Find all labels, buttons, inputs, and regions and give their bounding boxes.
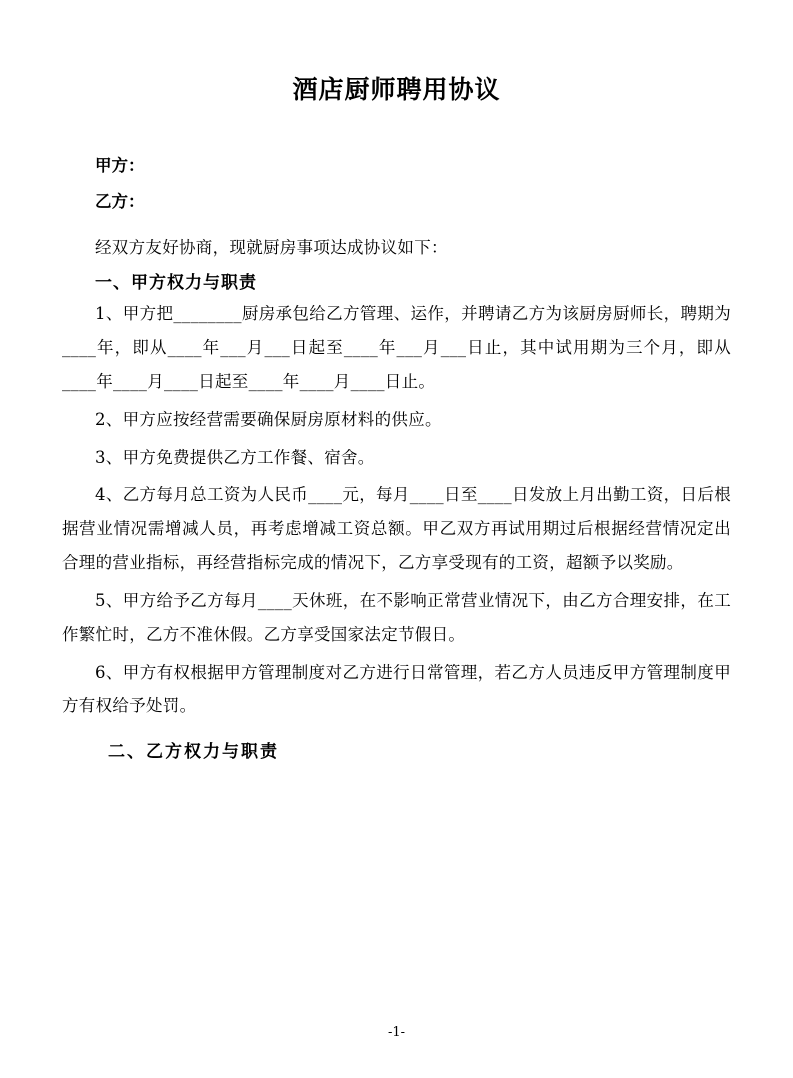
preamble-text: 经双方友好协商，现就厨房事项达成协议如下： xyxy=(95,237,448,257)
page-number: -1- xyxy=(387,1025,406,1040)
clause-1-4: 4、乙方每月总工资为人民币____元，每月____日至____日发放上月出勤工资，日后根据营业情况需增减人员，再考虑增减工资总额。甲乙双方再试用期过后根据经营情况定出合理的营业指标，再经营指标完成的情况下，乙方享受现有的工资，超额予以奖励。 xyxy=(62,485,731,573)
party-a-line: 甲方： xyxy=(95,156,145,175)
party-b-line: 乙方： xyxy=(95,192,145,212)
spacer xyxy=(62,221,731,231)
clause-1-2: 2、甲方应按经营需要确保厨房原材料的供应。 xyxy=(95,409,442,429)
section-heading-1: 一、甲方权力与职责 xyxy=(95,273,257,294)
page-title: 酒店厨师聘用协议 xyxy=(292,75,501,104)
clause-1-1: 1、甲方把________厨房承包给乙方管理、运作，并聘请乙方为该厨房厨师长，聘期为____年，即从____年___月___日起至____年___月___日止，其中试用期为三个月，即从____年____月____日起至____年____月____日止。 xyxy=(62,304,731,392)
clause-1-3: 3、甲方免费提供乙方工作餐、宿舍。 xyxy=(95,447,375,467)
clause-1-5: 5、甲方给予乙方每月____天休班，在不影响正常营业情况下，由乙方合理安排，在工作繁忙时，乙方不准休假。乙方享受国家法定节假日。 xyxy=(62,590,731,644)
section-heading-2: 二、乙方权力与职责 xyxy=(108,742,279,763)
clause-1-6: 6、甲方有权根据甲方管理制度对乙方进行日常管理，若乙方人员违反甲方管理制度甲方有权给予处罚。 xyxy=(62,662,731,716)
